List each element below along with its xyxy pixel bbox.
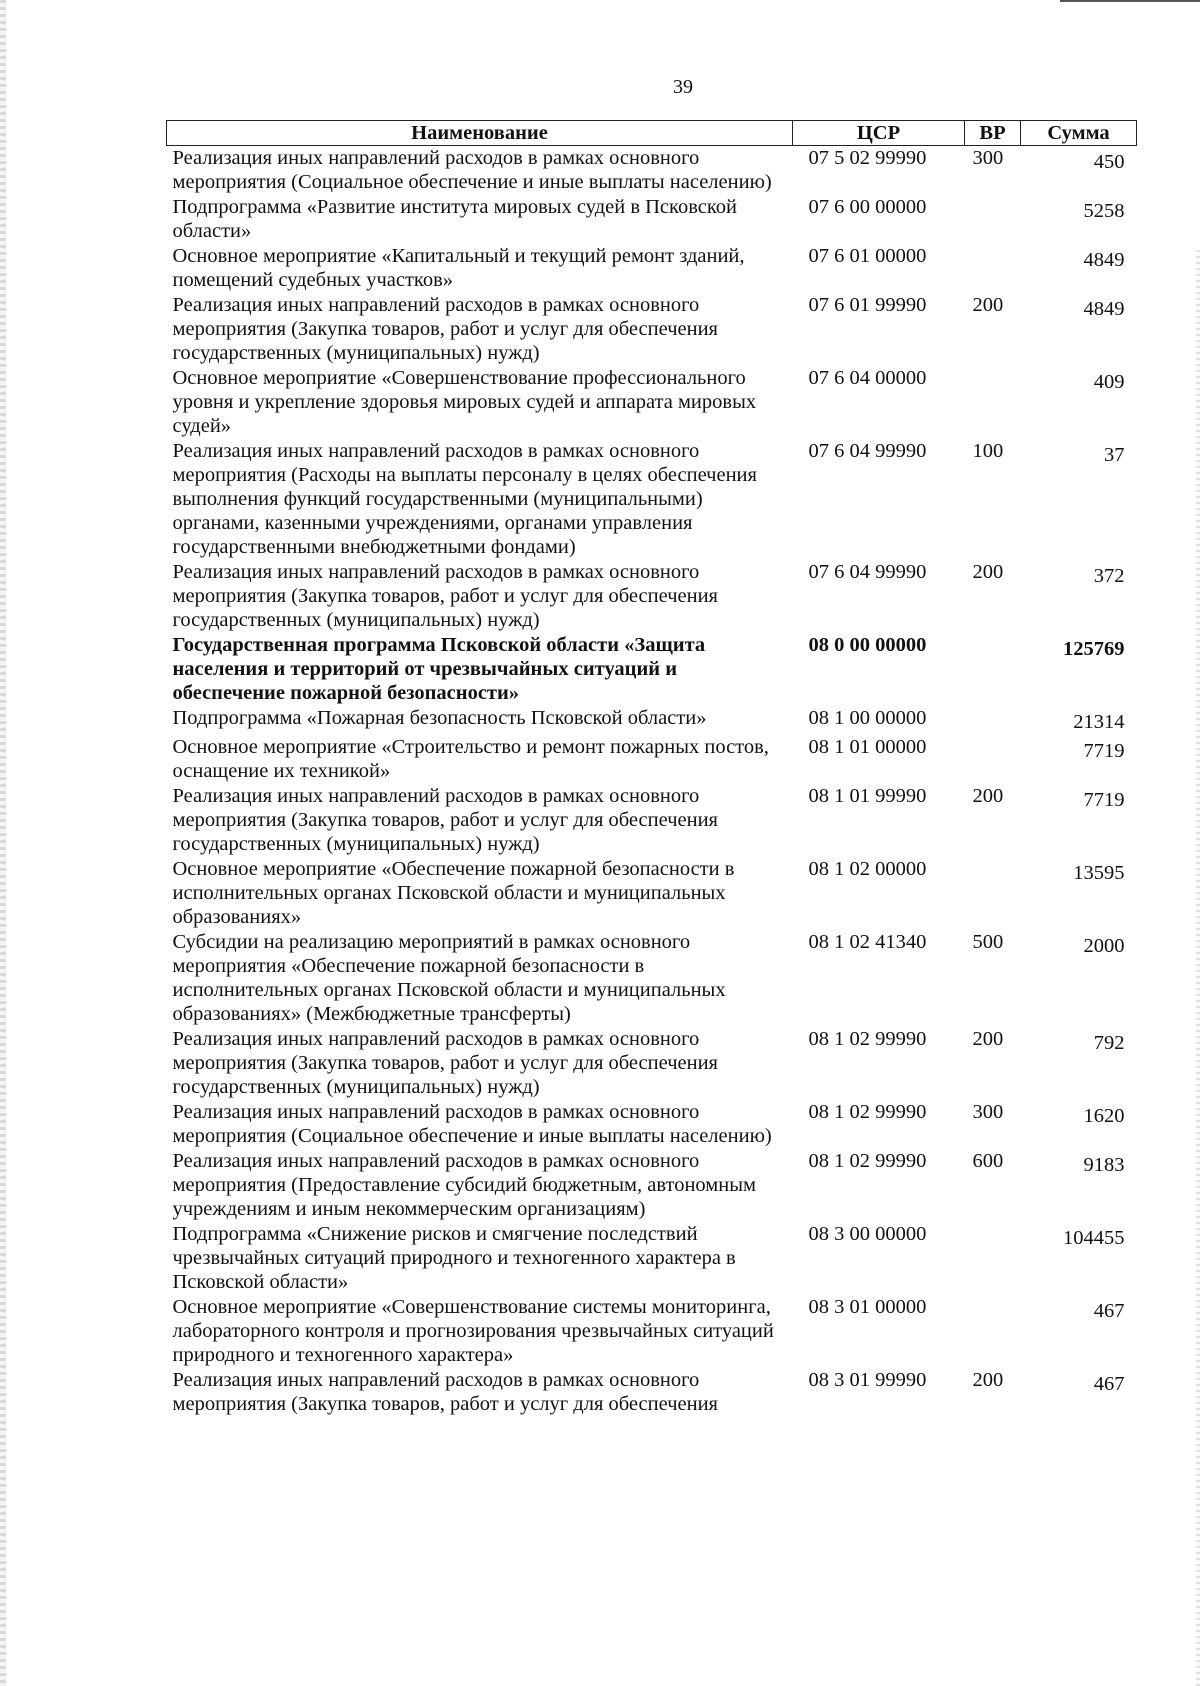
table-row	[167, 857, 1137, 930]
row-sum: 13595	[1073, 862, 1125, 884]
row-vr: 200	[972, 294, 1004, 316]
table-row	[167, 1149, 1137, 1222]
row-name: Реализация иных направлений расходов в рамках основного мероприятия (Закупка товаров, работ и услуг для обеспечения государственных (муниципальных) нужд)	[172, 561, 718, 631]
row-name: Подпрограмма «Снижение рисков и смягчение последствий чрезвычайных ситуаций природного и техногенного характера в Псковской области»	[172, 1223, 736, 1293]
row-vr	[965, 706, 1021, 735]
scan-top-line	[1060, 0, 1200, 2]
row-sum: 2000	[1083, 935, 1125, 957]
table-row	[167, 244, 1137, 293]
row-vr: 300	[972, 147, 1004, 169]
row-sum: 792	[1093, 1032, 1125, 1054]
table-row	[167, 1368, 1137, 1417]
row-csr: 08 1 02 99990	[808, 1101, 927, 1123]
row-csr: 08 1 00 00000	[808, 707, 927, 729]
row-name: Основное мероприятие «Совершенствование системы мониторинга, лабораторного контроля и прогнозирования чрезвычайных ситуаций природного и техногенного характера»	[172, 1296, 774, 1366]
row-csr: 08 3 01 00000	[808, 1296, 927, 1318]
row-csr: 08 0 00 00000	[808, 634, 927, 656]
row-vr	[965, 857, 1021, 930]
row-name: Реализация иных направлений расходов в рамках основного мероприятия (Закупка товаров, работ и услуг для обеспечения государственных (муниципальных) нужд)	[172, 1028, 718, 1098]
row-csr: 08 1 02 00000	[808, 858, 927, 880]
row-csr: 08 3 00 00000	[808, 1223, 927, 1245]
table-row	[167, 1027, 1137, 1100]
row-vr: 200	[972, 561, 1004, 583]
row-name: Субсидии на реализацию мероприятий в рамках основного мероприятия «Обеспечение пожарной безопасности в исполнительных органах Псковской области и муниципальных образованиях» (Межбюджетные трансферты)	[172, 931, 726, 1025]
table-row	[167, 735, 1137, 784]
row-csr: 07 6 04 99990	[808, 440, 927, 462]
row-csr: 07 6 04 99990	[808, 561, 927, 583]
row-sum: 5258	[1083, 200, 1125, 222]
row-name: Реализация иных направлений расходов в рамках основного мероприятия (Закупка товаров, работ и услуг для обеспечения государственных (муниципальных) нужд)	[172, 785, 718, 855]
row-sum: 9183	[1083, 1154, 1125, 1176]
row-csr: 07 6 00 00000	[808, 196, 927, 218]
table-row	[167, 195, 1137, 244]
row-sum: 450	[1093, 151, 1125, 173]
table-row	[167, 293, 1137, 366]
row-name: Государственная программа Псковской области «Защита населения и территорий от чрезвычайных ситуаций и обеспечение пожарной безопасности»	[172, 634, 706, 704]
table-row	[167, 560, 1137, 633]
row-sum: 4849	[1083, 298, 1125, 320]
table-row	[167, 366, 1137, 439]
row-vr: 200	[972, 1028, 1004, 1050]
table-row	[167, 1100, 1137, 1149]
scan-edge-left	[0, 0, 6, 1686]
row-name: Основное мероприятие «Обеспечение пожарной безопасности в исполнительных органах Псковской области и муниципальных образованиях»	[172, 858, 735, 928]
row-vr	[965, 1295, 1021, 1368]
header-name: Наименование	[167, 121, 793, 146]
row-name: Реализация иных направлений расходов в рамках основного мероприятия (Закупка товаров, работ и услуг для обеспечения	[172, 1369, 718, 1415]
row-sum: 467	[1093, 1373, 1125, 1395]
budget-table	[166, 120, 1137, 1417]
row-name: Основное мероприятие «Капитальный и текущий ремонт зданий, помещений судебных участков»	[172, 245, 745, 291]
row-sum: 409	[1093, 371, 1125, 393]
scan-edge-right	[1196, 250, 1200, 1686]
row-vr: 300	[972, 1101, 1004, 1123]
header-csr: ЦСР	[793, 121, 965, 146]
row-csr: 08 1 01 00000	[808, 736, 927, 758]
table-row	[167, 1222, 1137, 1295]
row-csr: 08 3 01 99990	[808, 1369, 927, 1391]
row-sum: 21314	[1073, 711, 1125, 733]
table-header-row	[167, 121, 1137, 146]
header-sum: Сумма	[1021, 121, 1137, 146]
row-csr: 07 6 01 00000	[808, 245, 927, 267]
row-name: Подпрограмма «Пожарная безопасность Псковской области»	[172, 707, 707, 729]
row-csr: 07 6 04 00000	[808, 367, 927, 389]
row-name: Основное мероприятие «Совершенствование профессионального уровня и укрепление здоровья мировых судей и аппарата мировых судей»	[172, 367, 757, 437]
row-vr	[965, 1222, 1021, 1295]
row-name: Реализация иных направлений расходов в рамках основного мероприятия (Предоставление субсидий бюджетным, автономным учреждениям и иным некоммерческим организациям)	[172, 1150, 756, 1220]
header-vr: ВР	[965, 121, 1021, 146]
table-row	[167, 706, 1137, 735]
row-vr: 200	[972, 1369, 1004, 1391]
row-sum: 467	[1093, 1300, 1125, 1322]
table-row	[167, 439, 1137, 560]
row-csr: 08 1 02 99990	[808, 1028, 927, 1050]
row-vr	[965, 735, 1021, 784]
row-sum: 7719	[1083, 740, 1125, 762]
row-name: Реализация иных направлений расходов в рамках основного мероприятия (Социальное обеспечение и иные выплаты населению)	[172, 1101, 772, 1147]
table-row	[167, 633, 1137, 706]
row-vr	[965, 195, 1021, 244]
row-vr	[965, 633, 1021, 706]
row-vr	[965, 244, 1021, 293]
row-csr: 07 6 01 99990	[808, 294, 927, 316]
row-csr: 08 1 02 99990	[808, 1150, 927, 1172]
row-vr: 200	[972, 785, 1004, 807]
row-name: Подпрограмма «Развитие института мировых судей в Псковской области»	[172, 196, 738, 242]
row-vr: 500	[972, 931, 1004, 953]
table-body	[167, 146, 1137, 1418]
row-vr: 100	[972, 440, 1004, 462]
row-sum: 104455	[1063, 1227, 1125, 1249]
row-vr	[965, 366, 1021, 439]
page-number: 39	[673, 76, 693, 98]
row-name: Основное мероприятие «Строительство и ремонт пожарных постов, оснащение их техникой»	[172, 736, 769, 782]
row-sum: 7719	[1083, 789, 1125, 811]
row-name: Реализация иных направлений расходов в рамках основного мероприятия (Расходы на выплаты персоналу в целях обеспечения выполнения функций государственными (муниципальными) органами, казенными учреждениями, органами управления государственными внебюджетными фондами)	[172, 440, 757, 558]
table-row	[167, 1295, 1137, 1368]
row-sum: 125769	[1063, 638, 1125, 660]
row-csr: 08 1 02 41340	[808, 931, 927, 953]
row-vr: 600	[972, 1150, 1004, 1172]
row-name: Реализация иных направлений расходов в рамках основного мероприятия (Закупка товаров, работ и услуг для обеспечения государственных (муниципальных) нужд)	[172, 294, 718, 364]
row-csr: 07 5 02 99990	[808, 147, 927, 169]
table-row	[167, 146, 1137, 196]
row-name: Реализация иных направлений расходов в рамках основного мероприятия (Социальное обеспечение и иные выплаты населению)	[172, 147, 772, 193]
table-row	[167, 930, 1137, 1027]
row-sum: 4849	[1083, 249, 1125, 271]
table-row	[167, 784, 1137, 857]
row-sum: 37	[1104, 444, 1125, 466]
row-csr: 08 1 01 99990	[808, 785, 927, 807]
row-sum: 1620	[1083, 1105, 1125, 1127]
row-sum: 372	[1093, 565, 1125, 587]
